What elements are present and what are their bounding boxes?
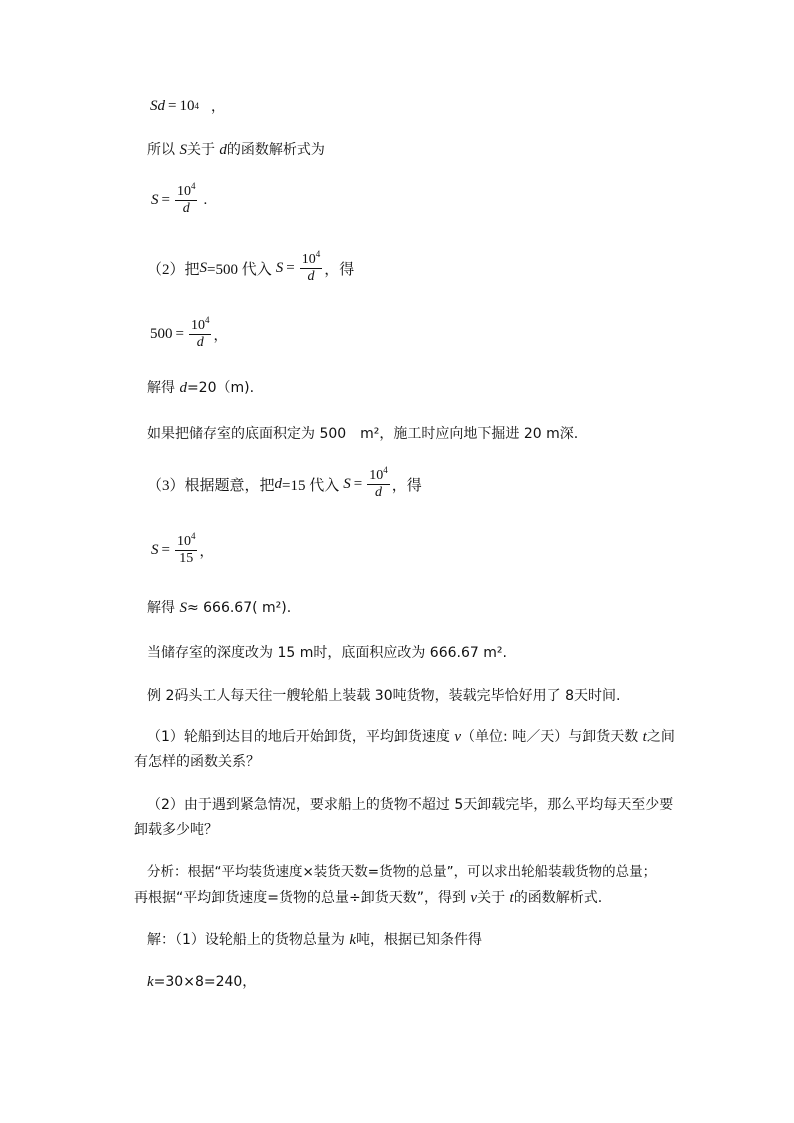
paragraph-2 (147, 249, 355, 285)
paragraph-5 (147, 465, 422, 501)
p5-num-base: 10 (369, 468, 384, 483)
p2-text-a: （2）把 (147, 262, 200, 278)
p5-text-a: （3）根据题意，把 (147, 478, 275, 494)
p3-var-d: d (179, 380, 187, 396)
paragraph-1 (147, 140, 325, 160)
p9-var-t: t (642, 729, 647, 745)
eq2-den: d (182, 201, 190, 216)
p5-equals: = (353, 476, 363, 492)
p2-den: d (307, 269, 315, 284)
eq4-den: 15 (179, 551, 194, 566)
eq2-num-exp: 4 (190, 181, 196, 191)
paragraph-9-cont: 有怎样的函数关系？ (134, 754, 260, 770)
p3-text-a: 解得 (147, 380, 180, 396)
p13-text-b: =30×8=240， (153, 974, 257, 990)
p2-var-s2: S (275, 260, 284, 276)
p2-var-s: S (199, 260, 208, 276)
eq4-num-base: 10 (176, 534, 191, 549)
eq2-tail: . (203, 192, 208, 208)
paragraph-3 (147, 378, 254, 398)
p1-text-c: 的函数解析式为 (226, 142, 325, 158)
eq4-lhs: S (151, 542, 159, 558)
eq3-equals: = (175, 326, 184, 342)
p5-num-exp: 4 (383, 465, 388, 475)
paragraph-7: 当储存室的深度改为 15 m时，底面积应改为 666.67 m². (147, 645, 507, 661)
eq4-fraction (175, 531, 198, 567)
eq2-num-base: 10 (176, 184, 191, 199)
p9-text-b: （单位: 吨／天）与卸货天数 (461, 729, 643, 745)
equation-k (147, 972, 256, 993)
p9-var-v: v (454, 729, 462, 745)
eq4-tail: ， (199, 543, 214, 560)
p9-text-a: （1）轮船到达目的地后开始卸货，平均卸货速度 (147, 729, 455, 745)
p1-var-d: d (219, 142, 227, 158)
paragraph-8-example-2: 例 2码头工人每天往一艘轮船上装载 30吨货物，装载完毕恰好用了 8天时间. (147, 688, 621, 704)
paragraph-10-cont: 卸载多少吨？ (134, 822, 218, 838)
p11b-var-t: t (509, 890, 514, 906)
p11b-var-v: v (470, 890, 478, 906)
p2-fraction (300, 249, 323, 285)
p13-var-k: k (147, 974, 154, 990)
p5-fraction (367, 465, 390, 501)
p1-var-s: S (179, 142, 187, 158)
eq2-equals: = (161, 192, 170, 208)
eq1-base: 10 (179, 97, 195, 114)
p12-text-a: 解：（1）设轮船上的货物总量为 (147, 932, 350, 948)
eq3-tail: ， (213, 327, 228, 344)
equation-s-formula (151, 181, 208, 217)
eq1-equals: = (168, 97, 177, 114)
eq3-num-base: 10 (190, 318, 205, 333)
eq2-fraction (175, 181, 198, 217)
paragraph-6 (147, 598, 291, 618)
p5-var-s: S (343, 476, 351, 492)
eq3-lhs: 500 (150, 326, 173, 342)
p1-text-b: 关于 (186, 142, 220, 158)
eq3-fraction (189, 315, 212, 351)
p2-num-exp: 4 (315, 249, 321, 259)
p5-text-c: ，得 (391, 478, 422, 494)
paragraph-12-solution (147, 930, 482, 950)
p5-var-d: d (274, 476, 283, 492)
paragraph-11-cont (134, 888, 602, 908)
paragraph-9 (147, 727, 675, 747)
p11b-text-b: 关于 (477, 890, 510, 906)
p2-text-c: ，得 (324, 262, 355, 278)
p12-var-k: k (349, 932, 357, 948)
p11b-text-a: 再根据“平均卸货速度=货物的总量÷卸货天数”，得到 (134, 890, 471, 906)
p2-equals: = (286, 260, 295, 276)
eq1-tail: ， (210, 99, 225, 115)
p11b-text-c: 的函数解析式. (513, 890, 603, 906)
p6-text-b: ≈ 666.67( m²). (186, 600, 292, 616)
equation-s-15 (151, 531, 214, 567)
paragraph-11: 分析：根据“平均装货速度×装货天数=货物的总量”，可以求出轮船装载货物的总量； (147, 864, 657, 880)
p12-text-b: 吨，根据已知条件得 (356, 932, 483, 948)
eq4-num-exp: 4 (190, 531, 196, 541)
eq2-lhs: S (151, 192, 159, 208)
eq3-den: d (196, 335, 204, 350)
p6-text-a: 解得 (147, 600, 180, 616)
p2-text-b: =500 代入 (207, 262, 272, 278)
paragraph-10: （2）由于遇到紧急情况，要求船上的货物不超过 5天卸载完毕，那么平均每天至少要 (147, 797, 674, 813)
eq1-lhs: Sd (150, 97, 165, 114)
p1-text-a: 所以 (147, 142, 180, 158)
p5-text-b: =15 代入 (282, 478, 340, 494)
eq4-equals: = (161, 542, 170, 558)
paragraph-4: 如果把储存室的底面积定为 500 m²，施工时应向地下掘进 20 m深. (147, 426, 579, 442)
equation-500 (150, 315, 228, 351)
equation-sd: Sd = 10 4 ， (150, 97, 225, 115)
p9-text-c: 之间 (646, 729, 675, 745)
p2-num-base: 10 (301, 252, 316, 267)
p5-den: d (374, 485, 382, 500)
p6-var-s: S (179, 600, 187, 616)
eq3-num-exp: 4 (204, 315, 210, 325)
p3-text-b: =20（m). (186, 380, 255, 396)
